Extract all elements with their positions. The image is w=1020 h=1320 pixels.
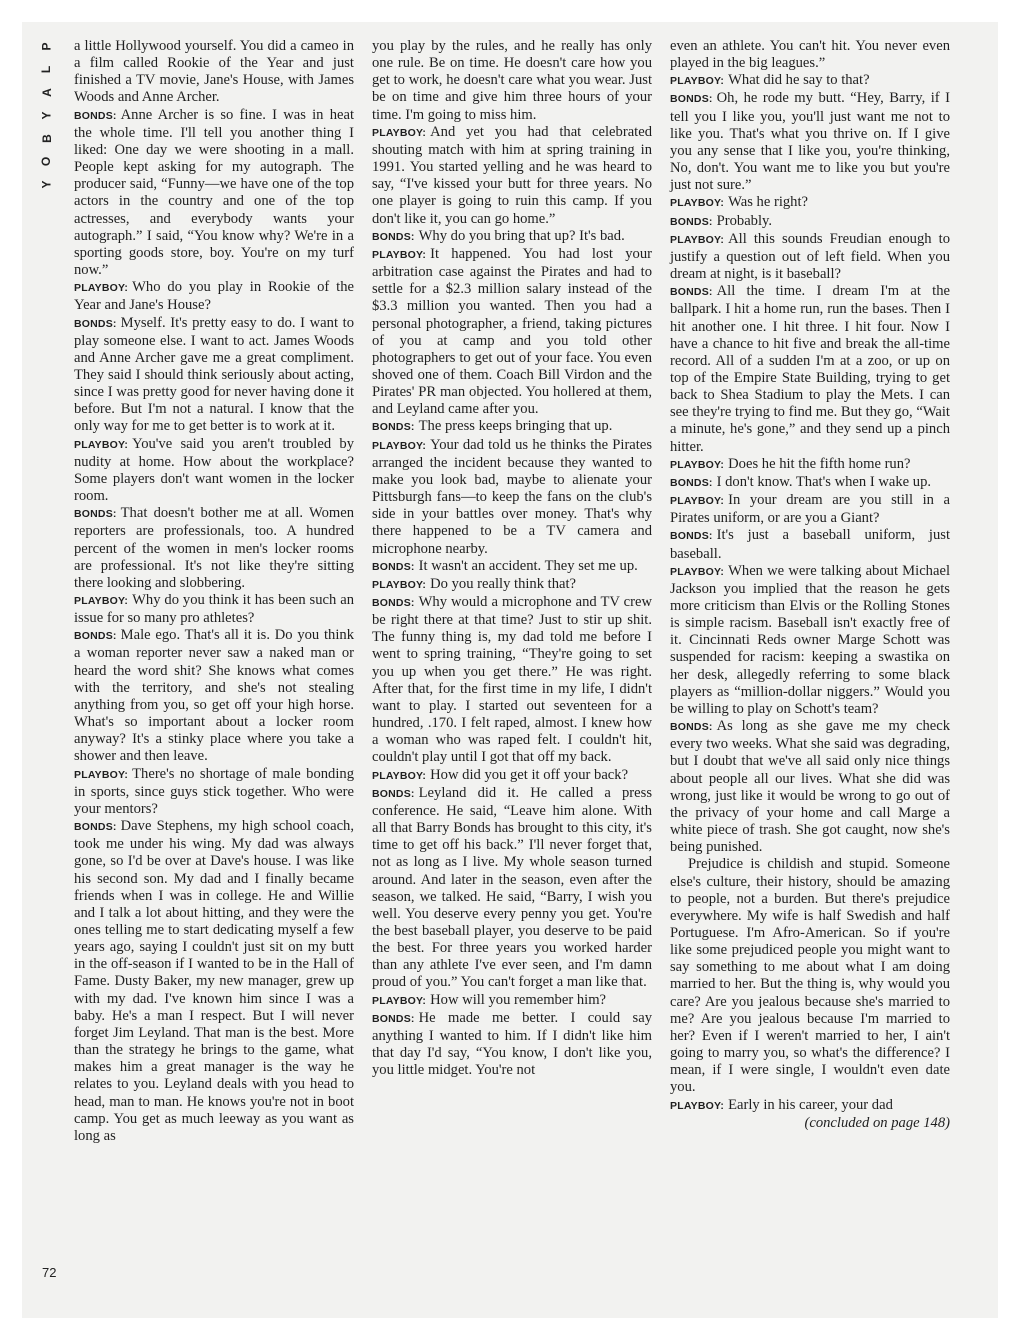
speaker-label: BONDS:: [74, 630, 117, 643]
speech-text: Why would a microphone and TV crew be right there at that time? Just to stir up shit. The funny thing is, my dad told me before I went to spring training, “They're going to set you up when you get there.” He was right. After that, for the first time in my life, I didn't want to play. I started out seventeen for a hundred, .170. I felt raped, almost. I knew how a woman who was raped felt. I couldn't hit, couldn't play until I got that off my back.: [372, 594, 652, 766]
speaker-label: BONDS:: [670, 215, 713, 228]
body-paragraph: you play by the rules, and he really has only one rule. Be on time. He doesn't care how you get to work, he doesn't care what you wear. Just be on time and give him three hours of your time. I'm going to miss him.: [372, 38, 652, 123]
interview-exchange: [670, 72, 950, 90]
speech-text: That doesn't bother me at all. Women reporters are professionals, too. A hundred percent of the women in men's locker rooms are professional. It's not like they're sitting there looking and slobbering.: [74, 505, 354, 591]
interview-exchange: [372, 418, 652, 436]
speech-text: He made me better. I could say anything I wanted to him. If I didn't like him that day I'd say, “You know, I don't like you, you little midget. You're not: [372, 1009, 652, 1079]
interview-exchange: [74, 766, 354, 818]
masthead-letter: P: [39, 42, 54, 51]
interview-exchange: [372, 992, 652, 1010]
interview-exchange: [74, 315, 354, 436]
speech-text: What did he say to that?: [728, 72, 870, 89]
speech-text: All the time. I dream I'm at the ballpark. I hit a home run, run the bases. Then I hit another one. I hit three. I hit four. Now I have a chance to hit five and break the all-time record. All of a sudden I'm at a zoo, or up on top of the Empire State Building, trying to get back to Shea Stadium to play the Mets. I can see they're trying to find me. But they go, “Wait a minute, he's gone,” and they send up a pinch hitter.: [670, 283, 950, 455]
speech-text: You've said you aren't troubled by nudity at home. How about the workplace? Some players don't want women in the locker room.: [74, 435, 354, 505]
text-column-3: [670, 38, 950, 1132]
speech-text: In your dream are you still in a Pirates uniform, or are you a Giant?: [670, 492, 950, 527]
interview-exchange: [670, 90, 950, 194]
interview-exchange: [670, 492, 950, 527]
speaker-label: PLAYBOY:: [372, 578, 427, 591]
speaker-label: PLAYBOY:: [670, 233, 725, 246]
masthead-letter: B: [39, 134, 54, 143]
speaker-label: PLAYBOY:: [74, 768, 129, 781]
speaker-label: PLAYBOY:: [74, 282, 129, 295]
interview-exchange: [74, 279, 354, 314]
interview-exchange: [670, 563, 950, 718]
interview-exchange: [372, 558, 652, 576]
text-column-2: [372, 38, 652, 1079]
speech-text: Why do you think it has been such an issue for so many pro athletes?: [74, 592, 354, 627]
interview-exchange: [74, 107, 354, 280]
speech-text: As long as she gave me my check every two weeks. What she said was degrading, but I doubt that we've all said only nice things about people all our lives. What she did was wrong, just like it would be wrong to go out of the privacy of your home and call Marge a white piece of trash. She got caught, now she's being punished.: [670, 718, 950, 856]
speech-text: Male ego. That's all it is. Do you think a woman reporter never saw a naked man or heard the word shit? She knows what comes with the territory, and she's not stealing anything from you, so get off your high horse. What's so important about a locker room anyway? It's a stinky place where you take a shower and then leave.: [74, 627, 354, 765]
speech-text: When we were talking about Michael Jackson you implied that the reason he gets more criticism than Elvis or the Rolling Stones is simple racism. Baseball isn't exactly free of it. Cincinnati Reds owner Marge Schott was suspended for racism: keeping a swastika on her desk, allegedly referring to some black players as “million-dollar niggers.” Would you be willing to play on Schott's team?: [670, 562, 950, 717]
speech-text: How will you remember him?: [430, 991, 607, 1008]
speaker-label: BONDS:: [670, 530, 713, 543]
speaker-label: PLAYBOY:: [372, 248, 427, 261]
interview-exchange: [670, 194, 950, 212]
speech-text: Your dad told us he thinks the Pirates arranged the incident because they wanted to make you look bad, maybe to alienate your Pittsburgh fans—to keep the fans on the club's side in your battles over money. That's why there happened to be a TV camera and microphone nearby.: [372, 436, 652, 557]
speech-text: Myself. It's pretty easy to do. I want to play someone else. I want to act. James Woods and Anne Archer gave me a great compliment. They said I should think seriously about acting, since I was pretty good for never having done it before. But I'm not a natural. I know that the only way for me to get better is to work at it.: [74, 314, 354, 435]
body-paragraph: Prejudice is childish and stupid. Someone else's culture, their history, should be amazing to people, not a burden. But there's prejudice everywhere. My wife is half Swedish and half Portuguese. I'm Afro-American. So if you're like some prejudiced people you might want to say something to me about what I am doing married to her. But the thing is, why would you care? Are you jealous because she's married to me? Are you jealous because I'm married to her? Even if I weren't married to her, I ain't going to marry you, so what's the difference? I mean, if I were single, I wouldn't even date you.: [670, 856, 950, 1096]
speaker-label: PLAYBOY:: [670, 495, 725, 508]
text-column-1: [74, 38, 354, 1145]
speech-text: Anne Archer is so fine. I was in heat the whole time. I'll tell you another thing I liked: One day we were shooting in a mall. People kept asking for my autograph. The producer said, “Funny—we have one of the top actors in the country and one of the top actresses, and everybody wants your autograph.” I said, “You know why? We're in a sporting goods store, boy. You're on my turf now.”: [74, 106, 354, 279]
speaker-label: BONDS:: [74, 508, 117, 521]
body-paragraph: even an athlete. You can't hit. You never even played in the big leagues.”: [670, 38, 950, 72]
speech-text: And yet you had that celebrated shouting match with him at spring training in 1991. You started yelling and he was heard to say, “I've kissed your butt for three years. No one player is going to ruin this camp. If you don't like it, you can go home.”: [372, 123, 652, 227]
speech-text: It happened. You had lost your arbitration case against the Pirates and had to settle for a $2.3 million salary instead of the $3.3 million you wanted. Then you had a personal photographer, a friend, taking pictures of you at camp and you told other photographers to get out of your face. You even shoved one of them. Coach Bill Virdon and the Pirates' PR man objected. You hollered at them, and Leyland came after you.: [372, 245, 652, 418]
speaker-label: BONDS:: [74, 821, 117, 834]
speech-text: It's just a baseball uniform, just baseball.: [670, 527, 950, 562]
speech-text: There's no shortage of male bonding in sports, since guys stick together. Who were your mentors?: [74, 765, 354, 817]
interview-exchange: [372, 124, 652, 228]
interview-exchange: [74, 436, 354, 506]
speech-text: Early in his career, your dad: [728, 1096, 893, 1113]
interview-exchange: [74, 592, 354, 627]
interview-exchange: [670, 527, 950, 562]
speaker-label: PLAYBOY:: [74, 438, 129, 451]
interview-exchange: [670, 718, 950, 856]
interview-exchange: [372, 228, 652, 246]
speech-text: Was he right?: [728, 194, 808, 211]
interview-exchange: [372, 785, 652, 992]
speech-text: All this sounds Freudian enough to justify a question out of left field. When you dream at night, is it baseball?: [670, 230, 950, 283]
speech-text: Why do you bring that up? It's bad.: [418, 227, 625, 244]
speaker-label: PLAYBOY:: [372, 994, 427, 1007]
speaker-label: BONDS:: [372, 230, 415, 243]
speech-text: The press keeps bringing that up.: [418, 418, 613, 435]
speaker-label: PLAYBOY:: [670, 75, 725, 88]
interview-exchange: [74, 818, 354, 1145]
interview-exchange: [670, 474, 950, 492]
speaker-label: BONDS:: [670, 721, 713, 734]
interview-exchange: [670, 231, 950, 283]
interview-exchange: [670, 456, 950, 474]
speaker-label: BONDS:: [372, 1012, 415, 1025]
speaker-label: BONDS:: [670, 476, 713, 489]
speaker-label: BONDS:: [372, 787, 415, 800]
continuation-note: (concluded on page 148): [804, 1114, 950, 1131]
interview-exchange: [372, 246, 652, 419]
speaker-label: BONDS:: [372, 421, 415, 434]
speaker-label: PLAYBOY:: [670, 458, 725, 471]
interview-exchange: [670, 213, 950, 231]
speaker-label: BONDS:: [670, 93, 713, 106]
speech-text: Leyland did it. He called a press conference. He said, “Leave him alone. With all that Barry Bonds has brought to this city, it's time to get off his back.” I'll never forget that, not as long as I live. My whole season turned around. And later in the season, even after the season, we talked. He said, “Barry, I wish you well. You deserve every penny you get. You're the best baseball player, you deserve to be paid the best. For three years you worked harder than any athlete I've ever seen, and I'm damn proud of you.” You can't forget a man like that.: [372, 784, 652, 991]
interview-exchange: [372, 1010, 652, 1080]
speaker-label: PLAYBOY:: [74, 595, 129, 607]
speaker-label: PLAYBOY:: [372, 439, 427, 452]
masthead-letter: O: [39, 156, 54, 167]
speech-text: Do you really think that?: [430, 575, 577, 592]
speaker-label: BONDS:: [372, 560, 415, 573]
speech-text: It wasn't an accident. They set me up.: [418, 557, 638, 574]
speech-text: How did you get it off your back?: [430, 766, 629, 783]
speaker-label: BONDS:: [372, 597, 415, 609]
masthead-letter: Y: [39, 111, 54, 120]
interview-exchange: [670, 283, 950, 456]
speaker-label: PLAYBOY:: [670, 565, 725, 578]
masthead-letter: Y: [39, 180, 54, 189]
masthead-letter: L: [39, 65, 54, 74]
interview-exchange: [372, 437, 652, 558]
page-number: 72: [42, 1265, 57, 1280]
body-paragraph: a little Hollywood yourself. You did a cameo in a film called Rookie of the Year and just finished a TV movie, Jane's House, with James Woods and Anne Archer.: [74, 38, 354, 106]
playboy-masthead-vertical: [37, 40, 57, 191]
speaker-label: BONDS:: [670, 286, 713, 299]
interview-exchange: [372, 767, 652, 785]
speaker-label: PLAYBOY:: [670, 1099, 725, 1112]
speech-text: Probably.: [716, 212, 773, 229]
interview-exchange: [74, 627, 354, 765]
speech-text: Does he hit the fifth home run?: [728, 455, 911, 472]
interview-exchange: [372, 594, 652, 767]
speaker-label: PLAYBOY:: [372, 126, 427, 139]
speaker-label: BONDS:: [74, 109, 117, 122]
speaker-label: PLAYBOY:: [372, 769, 427, 782]
speech-text: Dave Stephens, my high school coach, took me under his wing. My dad was always gone, so I'd be over at Dave's house. I was like his second son. My dad and I finally became friends when I was in college. He and Willie and I talk a lot about hitting, and they were the ones telling me to start dedicating myself a few years ago, saying I couldn't just sit on my butt in the off-season if I wanted to be in the Hall of Fame. Dusty Baker, my new manager, grew up with my dad. I've known him since I was a baby. He's a man I respect. But I will never forget Jim Leyland. That man is the best. More than the strategy he brings to the game, what makes him a great manager is the way he relates to you. Leyland deals with you head to head, man to man. He knows you're not in boot camp. You get as much leeway as you want as long as: [74, 818, 354, 1144]
speech-text: I don't know. That's when I wake up.: [716, 473, 932, 490]
speech-text: Who do you play in Rookie of the Year and Jane's House?: [74, 279, 354, 314]
speaker-label: BONDS:: [74, 317, 117, 330]
masthead-letter: A: [39, 88, 54, 97]
interview-exchange: [74, 505, 354, 592]
speech-text: Oh, he rode my butt. “Hey, Barry, if I tell you I like you, you'll just want me not to like you. That's what you thrive on. If I give you any sense that I like you, you're thinking, No, don't. You want me to like you but you're just not sure.”: [670, 90, 950, 194]
interview-exchange: [372, 576, 652, 594]
speaker-label: PLAYBOY:: [670, 197, 725, 210]
interview-exchange: [670, 1097, 950, 1115]
